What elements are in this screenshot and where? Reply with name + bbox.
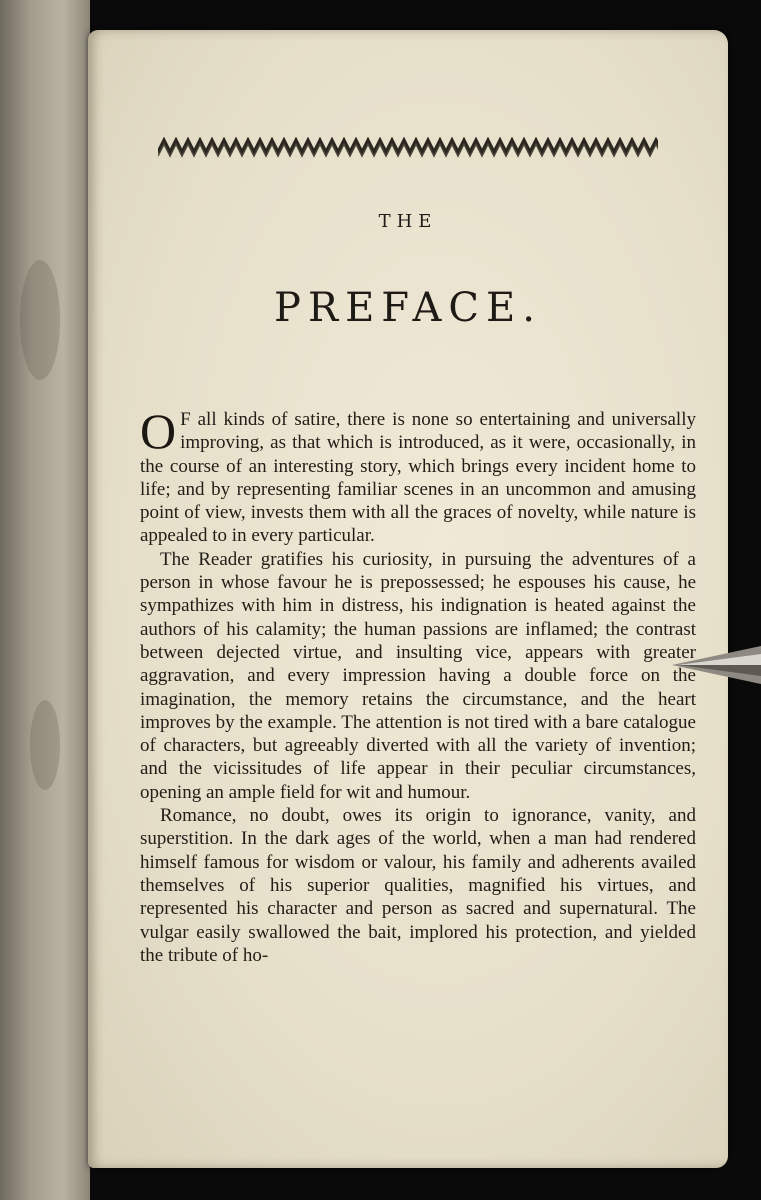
page-stain — [20, 260, 60, 380]
paragraph-3: Romance, no doubt, owes its origin to ignorance, vanity, and superstition. In the dark ages of the world, when a man had rendered himself famous for wisdom or valour, his family and adherents availed themselves of his superior qualities, magnified his virtues, and represented his character and person as sacred and supernatural. The vulgar easily swallowed the bait, implored his protection, and yielded the tribute of ho- — [140, 805, 696, 966]
page-stain — [30, 700, 60, 790]
drop-cap: O — [140, 403, 177, 459]
paragraph-1-text: F all kinds of satire, there is none so entertaining and universally improving, as that which is introduced, as it were, occasionally, in the course of an interesting story, which brings every incident home to life; and by representing familiar scenes in an uncommon and amusing point of view, invests them with all the graces of novelty, while nature is appealed to in every particular. — [140, 409, 696, 547]
preface-text — [140, 403, 696, 967]
decorative-border-ornament — [158, 137, 658, 159]
page-title: PREFACE. — [274, 285, 542, 331]
metal-bookmark-clip — [672, 640, 761, 690]
facing-page-edge — [0, 0, 90, 1200]
book-page — [88, 30, 728, 1168]
paragraph-1 — [140, 403, 696, 548]
paragraph-2: The Reader gratifies his curiosity, in pursuing the adventures of a person in whose favour he is prepossessed; he espouses his cause, he sympathizes with him in distress, his indignation is heated against the authors of his calamity; the human passions are inflamed; the contrast between dejected virtue, and insulting vice, appears with greater aggravation, and every impression having a double force on the imagination, the memory retains the circumstance, and the heart improves by the example. The attention is not tired with a bare catalogue of characters, but agreeably diverted with all the variety of invention; and the vicissitudes of life appear in their peculiar circumstances, opening an ample field for wit and humour. — [140, 548, 696, 803]
heading-the: THE — [378, 211, 438, 232]
